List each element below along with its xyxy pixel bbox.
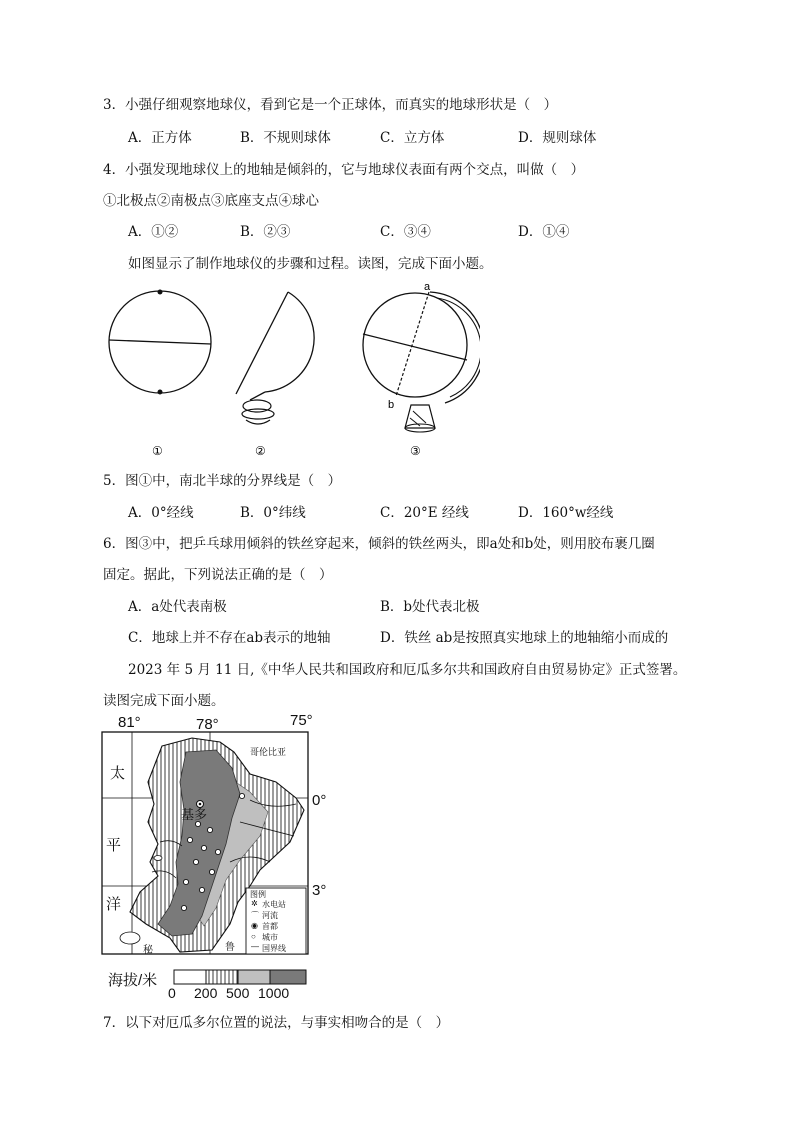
q3-option-b: B．不规则球体	[240, 130, 331, 146]
elevation-tick-0: 0	[168, 985, 176, 1001]
figure-3-assembled-globe	[363, 292, 480, 432]
legend-capital-icon: ◉	[251, 921, 258, 930]
ocean-char-yang: 洋	[106, 896, 122, 913]
ocean-char-tai: 太	[110, 765, 126, 782]
q6-option-a: A．a处代表南极	[128, 599, 227, 615]
q3-option-a: A．正方体	[128, 130, 192, 146]
legend-hydropower-icon: ✲	[251, 899, 258, 908]
q5-option-c: C．20°E 经线	[380, 505, 469, 521]
globe-making-figure	[100, 278, 480, 463]
country-label-peru-1: 秘	[143, 945, 153, 956]
legend-river: 河流	[262, 911, 278, 920]
q3-option-d: D．规则球体	[518, 130, 597, 146]
legend-border-icon: —	[251, 942, 259, 951]
country-label-peru-2: 鲁	[225, 942, 235, 953]
elevation-tick-500: 500	[226, 985, 250, 1001]
latitude-label-0: 0°	[312, 792, 327, 809]
q4-option-c: C．③④	[380, 224, 431, 240]
figure-1-sphere	[109, 290, 211, 395]
figure-label-2: ②	[255, 444, 266, 458]
figure-label-1: ①	[152, 444, 163, 458]
longitude-label-78: 78°	[196, 716, 219, 733]
legend-hydropower: 水电站	[262, 900, 286, 909]
legend-border: 国界线	[262, 944, 286, 953]
longitude-label-81: 81°	[118, 714, 141, 731]
capital-label-quito: 基多	[181, 807, 208, 822]
q4-items: ①北极点②南极点③底座支点④球心	[103, 193, 319, 209]
legend-river-icon: ⌒	[251, 911, 259, 920]
q3-stem: 3．小强仔细观察地球仪，看到它是一个正球体，而真实的地球形状是（ ）	[103, 97, 558, 113]
figure-label-3: ③	[410, 444, 421, 458]
q6-stem-line1: 6．图③中，把乒乓球用倾斜的铁丝穿起来，倾斜的铁丝两头，即a处和b处，则用胶布裹几圈	[103, 536, 655, 552]
elevation-scale-label: 海拔/米	[108, 972, 158, 989]
legend-title: 图例	[250, 890, 266, 899]
q4-option-d: D．①④	[518, 224, 570, 240]
q3-option-c: C．立方体	[380, 130, 445, 146]
q4-option-a: A．①②	[128, 224, 179, 240]
country-label-colombia: 哥伦比亚	[250, 747, 287, 757]
elevation-tick-1000: 1000	[258, 985, 290, 1001]
ocean-char-ping: 平	[106, 837, 122, 854]
q6-option-c: C．地球上并不存在ab表示的地轴	[128, 630, 331, 646]
q7-stem: 7．以下对厄瓜多尔位置的说法，与事实相吻合的是（ ）	[103, 1015, 450, 1031]
figure-2-wire-half-ring	[236, 292, 314, 424]
point-a-label: a	[424, 281, 431, 293]
q5-option-a: A．0°经线	[128, 505, 194, 521]
q5-stem: 5．图①中，南北半球的分界线是（ ）	[103, 473, 342, 489]
point-b-label: b	[388, 399, 395, 411]
q6-option-b: B．b处代表北极	[380, 599, 480, 615]
intro-trade-agreement: 2023 年 5 月 11 日,《中华人民共和国政府和厄瓜多尔共和国政府自由贸易协定》正式签署。	[128, 662, 687, 678]
intro-globe-steps: 如图显示了制作地球仪的步骤和过程。读图，完成下面小题。	[128, 256, 493, 272]
q4-stem: 4．小强发现地球仪上的地轴是倾斜的，它与地球仪表面有两个交点，叫做（ ）	[103, 162, 585, 178]
q4-option-b: B．②③	[240, 224, 291, 240]
legend-city: 城市	[262, 933, 278, 942]
ecuador-map	[100, 712, 330, 1004]
longitude-label-75: 75°	[290, 712, 313, 729]
q5-option-b: B．0°纬线	[240, 505, 306, 521]
elevation-tick-200: 200	[194, 985, 218, 1001]
legend-city-icon: ○	[251, 932, 256, 941]
legend-capital: 首都	[262, 922, 278, 931]
q6-stem-line2: 固定。据此，下列说法正确的是（ ）	[103, 567, 333, 583]
q6-option-d: D．铁丝 ab是按照真实地球上的地轴缩小而成的	[380, 630, 669, 646]
latitude-label-3: 3°	[312, 882, 327, 899]
q5-option-d: D．160°w经线	[518, 505, 614, 521]
intro-read-map: 读图完成下面小题。	[103, 693, 225, 709]
